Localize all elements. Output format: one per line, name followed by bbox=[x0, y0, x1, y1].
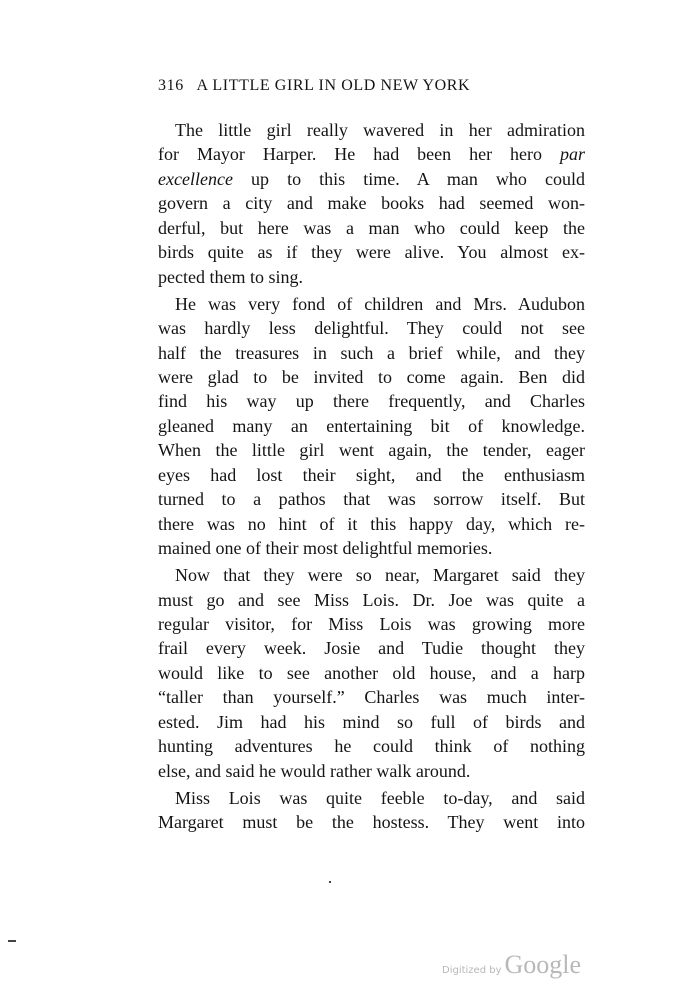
paragraph bbox=[158, 118, 585, 289]
text-segment: there was no hint of it this happy day, which re- bbox=[158, 513, 585, 534]
text-line bbox=[158, 216, 585, 240]
text-line bbox=[158, 612, 585, 636]
text-line bbox=[158, 365, 585, 389]
paragraph bbox=[158, 786, 585, 835]
text-segment: birds quite as if they were alive. You almost ex- bbox=[158, 242, 585, 263]
text-segment: for Mayor Harper. He had been her hero bbox=[158, 144, 560, 165]
text-segment: hunting adventures he could think of nothing bbox=[158, 736, 585, 757]
text-segment: govern a city and make books had seemed won- bbox=[158, 193, 585, 214]
text-segment: regular visitor, for Miss Lois was growing more bbox=[158, 613, 585, 634]
text-segment: ested. Jim had his mind so full of birds and bbox=[158, 711, 585, 732]
text-line bbox=[158, 191, 585, 215]
scan-speck bbox=[329, 881, 331, 883]
scan-mark bbox=[8, 940, 16, 942]
watermark-prefix: Digitized by bbox=[442, 965, 502, 976]
text-segment: Miss Lois was quite feeble to-day, and said bbox=[175, 787, 585, 808]
text-line bbox=[158, 710, 585, 734]
text-line bbox=[158, 734, 585, 758]
text-segment: up to this time. A man who could bbox=[232, 168, 585, 189]
text-line bbox=[158, 341, 585, 365]
text-line bbox=[158, 588, 585, 612]
italic-text: excellence bbox=[158, 168, 233, 189]
text-line bbox=[158, 265, 585, 289]
text-segment: Margaret must be the hostess. They went into bbox=[158, 812, 585, 833]
text-segment: pected them to sing. bbox=[158, 266, 303, 287]
text-segment: frail every week. Josie and Tudie thought they bbox=[158, 638, 585, 659]
text-segment: gleaned many an entertaining bit of knowledge. bbox=[158, 415, 585, 436]
paragraph bbox=[158, 563, 585, 783]
paragraph bbox=[158, 292, 585, 561]
text-segment: eyes had lost their sight, and the enthusiasm bbox=[158, 464, 585, 485]
text-line bbox=[158, 414, 585, 438]
page-number: 316 bbox=[158, 77, 184, 94]
text-segment: was hardly less delightful. They could not see bbox=[158, 318, 585, 339]
text-line bbox=[158, 167, 585, 191]
text-segment: must go and see Miss Lois. Dr. Joe was quite a bbox=[158, 589, 585, 610]
running-title: A LITTLE GIRL IN OLD NEW YORK bbox=[196, 77, 471, 94]
text-line bbox=[158, 536, 585, 560]
google-logo: Google bbox=[504, 950, 582, 979]
text-segment: find his way up there frequently, and Charles bbox=[158, 391, 585, 412]
text-line bbox=[158, 810, 585, 834]
text-line bbox=[158, 142, 585, 166]
text-segment: derful, but here was a man who could keep the bbox=[158, 217, 585, 238]
text-line bbox=[158, 389, 585, 413]
text-segment: “taller than yourself.” Charles was much inter- bbox=[158, 687, 585, 708]
text-line bbox=[158, 512, 585, 536]
text-line bbox=[158, 759, 585, 783]
text-line bbox=[158, 463, 585, 487]
text-segment: turned to a pathos that was sorrow itself. But bbox=[158, 489, 585, 510]
italic-text: par bbox=[559, 144, 585, 165]
text-segment: He was very fond of children and Mrs. Audubon bbox=[175, 293, 585, 314]
text-line bbox=[158, 240, 585, 264]
text-line bbox=[158, 786, 585, 810]
text-line bbox=[158, 636, 585, 660]
text-segment: When the little girl went again, the tender, eager bbox=[158, 440, 585, 461]
text-segment: mained one of their most delightful memories. bbox=[158, 538, 493, 559]
text-line bbox=[158, 487, 585, 511]
text-segment: half the treasures in such a brief while, and they bbox=[158, 342, 585, 363]
text-segment: else, and said he would rather walk around. bbox=[158, 760, 471, 781]
text-segment: would like to see another old house, and a harp bbox=[158, 662, 585, 683]
text-line bbox=[158, 118, 585, 142]
text-segment: The little girl really wavered in her admiration bbox=[175, 120, 585, 140]
text-line bbox=[158, 563, 585, 587]
text-line bbox=[158, 661, 585, 685]
text-line bbox=[158, 316, 585, 340]
text-line bbox=[158, 438, 585, 462]
digitized-watermark bbox=[442, 950, 581, 980]
body-text bbox=[158, 118, 585, 837]
text-segment: Now that they were so near, Margaret said they bbox=[175, 565, 585, 586]
text-line bbox=[158, 685, 585, 709]
text-segment: were glad to be invited to come again. Ben did bbox=[158, 366, 585, 387]
text-line bbox=[158, 292, 585, 316]
running-header bbox=[158, 77, 558, 95]
